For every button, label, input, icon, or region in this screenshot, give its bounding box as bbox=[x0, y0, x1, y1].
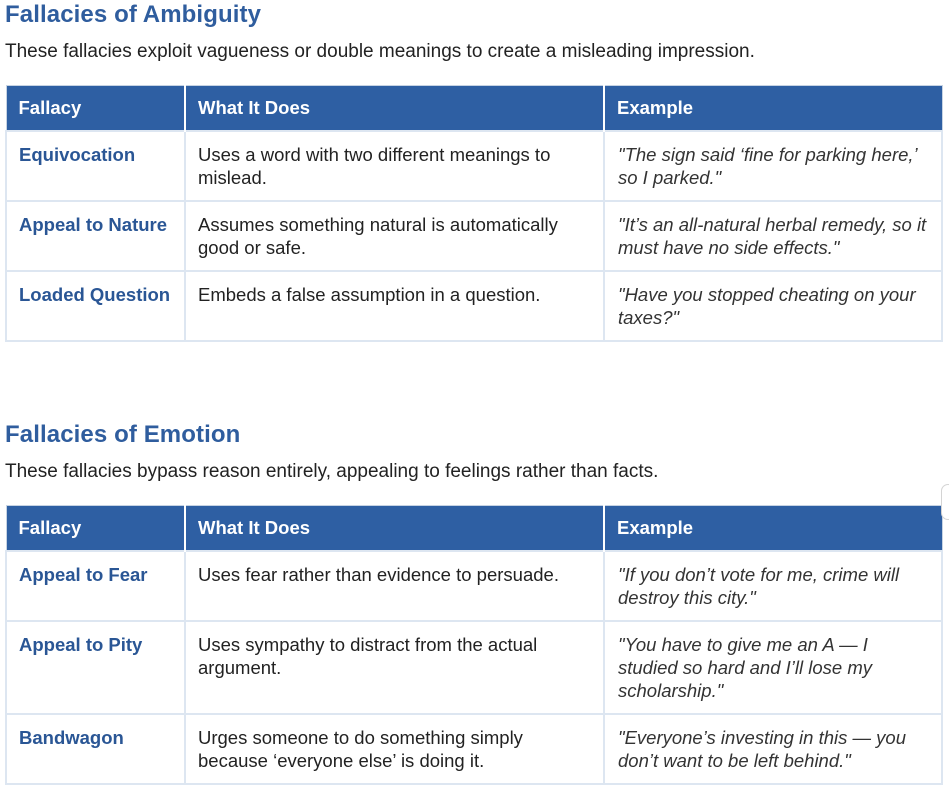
fallacy-name: Appeal to Pity bbox=[6, 621, 185, 714]
fallacy-example: "It’s an all-natural herbal remedy, so it must have no side effects." bbox=[604, 201, 942, 271]
column-header-fallacy: Fallacy bbox=[6, 506, 185, 552]
table-row bbox=[6, 551, 942, 621]
fallacy-name: Appeal to Fear bbox=[6, 551, 185, 621]
fallacy-description: Urges someone to do something simply because ‘everyone else’ is doing it. bbox=[185, 714, 604, 784]
fallacy-description: Embeds a false assumption in a question. bbox=[185, 271, 604, 341]
column-header-fallacy: Fallacy bbox=[6, 86, 185, 132]
section-title: Fallacies of Ambiguity bbox=[5, 1, 262, 28]
fallacies-table bbox=[5, 505, 943, 785]
column-header-example: Example bbox=[604, 86, 942, 132]
table-row bbox=[6, 271, 942, 341]
section-title: Fallacies of Emotion bbox=[5, 421, 241, 448]
column-header-example: Example bbox=[604, 506, 942, 552]
fallacy-description: Uses fear rather than evidence to persuade. bbox=[185, 551, 604, 621]
table-row bbox=[6, 714, 942, 784]
fallacy-example: "Have you stopped cheating on your taxes?" bbox=[604, 271, 942, 341]
table-header-row bbox=[6, 86, 942, 132]
fallacy-name: Appeal to Nature bbox=[6, 201, 185, 271]
table-header-row bbox=[6, 506, 942, 552]
section-intro: These fallacies exploit vagueness or double meanings to create a misleading impression. bbox=[5, 41, 755, 62]
section-fallacies-of-emotion bbox=[5, 420, 941, 785]
fallacy-description: Uses sympathy to distract from the actual argument. bbox=[185, 621, 604, 714]
fallacy-example: "The sign said ‘fine for parking here,’ so I parked." bbox=[604, 131, 942, 201]
section-intro: These fallacies bypass reason entirely, appealing to feelings rather than facts. bbox=[5, 461, 659, 482]
fallacy-description: Assumes something natural is automatically good or safe. bbox=[185, 201, 604, 271]
column-header-what-it-does: What It Does bbox=[185, 506, 604, 552]
fallacy-example: "Everyone’s investing in this — you don’t want to be left behind." bbox=[604, 714, 942, 784]
fallacies-table bbox=[5, 85, 943, 342]
fallacy-example: "You have to give me an A — I studied so hard and I’ll lose my scholarship." bbox=[604, 621, 942, 714]
table-row bbox=[6, 131, 942, 201]
fallacy-name: Equivocation bbox=[6, 131, 185, 201]
fallacy-description: Uses a word with two different meanings to mislead. bbox=[185, 131, 604, 201]
fallacy-name: Loaded Question bbox=[6, 271, 185, 341]
column-header-what-it-does: What It Does bbox=[185, 86, 604, 132]
table-row bbox=[6, 621, 942, 714]
fallacy-name: Bandwagon bbox=[6, 714, 185, 784]
fallacy-example: "If you don’t vote for me, crime will destroy this city." bbox=[604, 551, 942, 621]
section-fallacies-of-ambiguity bbox=[5, 0, 941, 342]
table-row bbox=[6, 201, 942, 271]
scroll-edge-handle[interactable] bbox=[941, 484, 949, 520]
